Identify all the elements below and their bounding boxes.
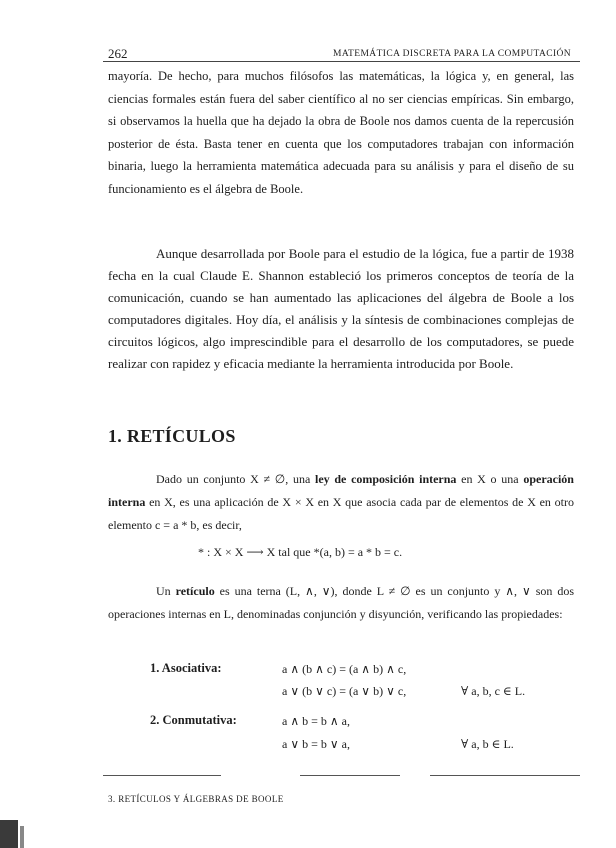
lattice-term: retículo: [175, 584, 215, 598]
scan-edge-mark-2: [20, 826, 24, 848]
property-commutative-quantifier: ∀ a, b ∈ L.: [461, 737, 514, 751]
property-associative-and: a ∧ (b ∧ c) = (a ∧ b) ∧ c,: [282, 662, 407, 676]
property-commutative-and: a ∧ b = b ∧ a,: [282, 714, 350, 728]
header-rule: [103, 61, 580, 62]
def-term-operacion: operación interna: [108, 472, 574, 509]
footer-rule-right: [430, 775, 580, 776]
scan-edge-mark: [0, 820, 18, 848]
def-text-3: en X, es una aplicación de X × X en X que asocia cada par de elementos de X en otro elemento c = a * b, es decir,: [108, 495, 574, 532]
property-commutative-title: 2. Conmutativa:: [150, 713, 237, 727]
paragraph-shannon: Aunque desarrollada por Boole para el estudio de la lógica, fue a partir de 1938 fecha en la cual Claude E. Shannon estableció los primeros conceptos de teoría de la comunicación, cuando se han aumentado las aplicaciones del álgebra de Boole a los computadores digitales. Hoy día, el análisis y la síntesis de combinaciones complejas de circuitos lógicos, algo imprescindible para el desarrollo de los computadores, se puede realizar con rapidez y eficacia mediante la herramienta introducida por Boole.: [108, 246, 574, 371]
property-associative-title: 1. Asociativa:: [150, 661, 222, 675]
lattice-text-2: es una terna (L, ∧, ∨), donde L ≠ ∅ es un conjunto y ∧, ∨ son dos operaciones internas en L, denominadas conjunción y disyunción, verificando las propiedades:: [108, 584, 574, 621]
paragraph-internal-operation: [108, 468, 574, 537]
def-text-2: en X o una: [456, 472, 524, 486]
property-associative-quantifier: ∀ a, b, c ∈ L.: [461, 684, 526, 698]
operation-formula: * : X × X ⟶ X tal que *(a, b) = a * b = c.: [198, 545, 403, 559]
lattice-text-1: Un: [156, 584, 176, 598]
running-title: MATEMÁTICA DISCRETA PARA LA COMPUTACIÓN: [333, 49, 572, 59]
def-term-ley: ley de composición interna: [314, 472, 457, 486]
property-associative-or: a ∨ (b ∨ c) = (a ∨ b) ∨ c,: [282, 684, 407, 698]
section-title: 1. RETÍCULOS: [108, 426, 236, 446]
paragraph-lattice-definition: [108, 580, 574, 626]
property-commutative-or: a ∨ b = b ∨ a,: [282, 737, 350, 751]
paragraph-boole-impact: mayoría. De hecho, para muchos filósofos las matemáticas, la lógica y, en general, las ciencias formales están fuera del saber científico al no ser ciencias empíricas. Sin embargo, si observamos la huella que ha dejado la obra de Boole nos damos cuenta de la repercusión posterior de ésta. Basta tener en cuenta que los computadores trabajan con información binaria, luego la herramienta matemática adecuada para su análisis y para el diseño de su funcionamiento es el álgebra de Boole.: [108, 69, 574, 196]
def-text-1: Dado un conjunto X ≠ ∅, una: [156, 472, 315, 486]
footer-rule-middle: [300, 775, 400, 776]
footer-rule-left: [103, 775, 221, 776]
footer-chapter-title: 3. RETÍCULOS Y ÁLGEBRAS DE BOOLE: [108, 794, 284, 804]
page-number: 262: [108, 46, 128, 61]
